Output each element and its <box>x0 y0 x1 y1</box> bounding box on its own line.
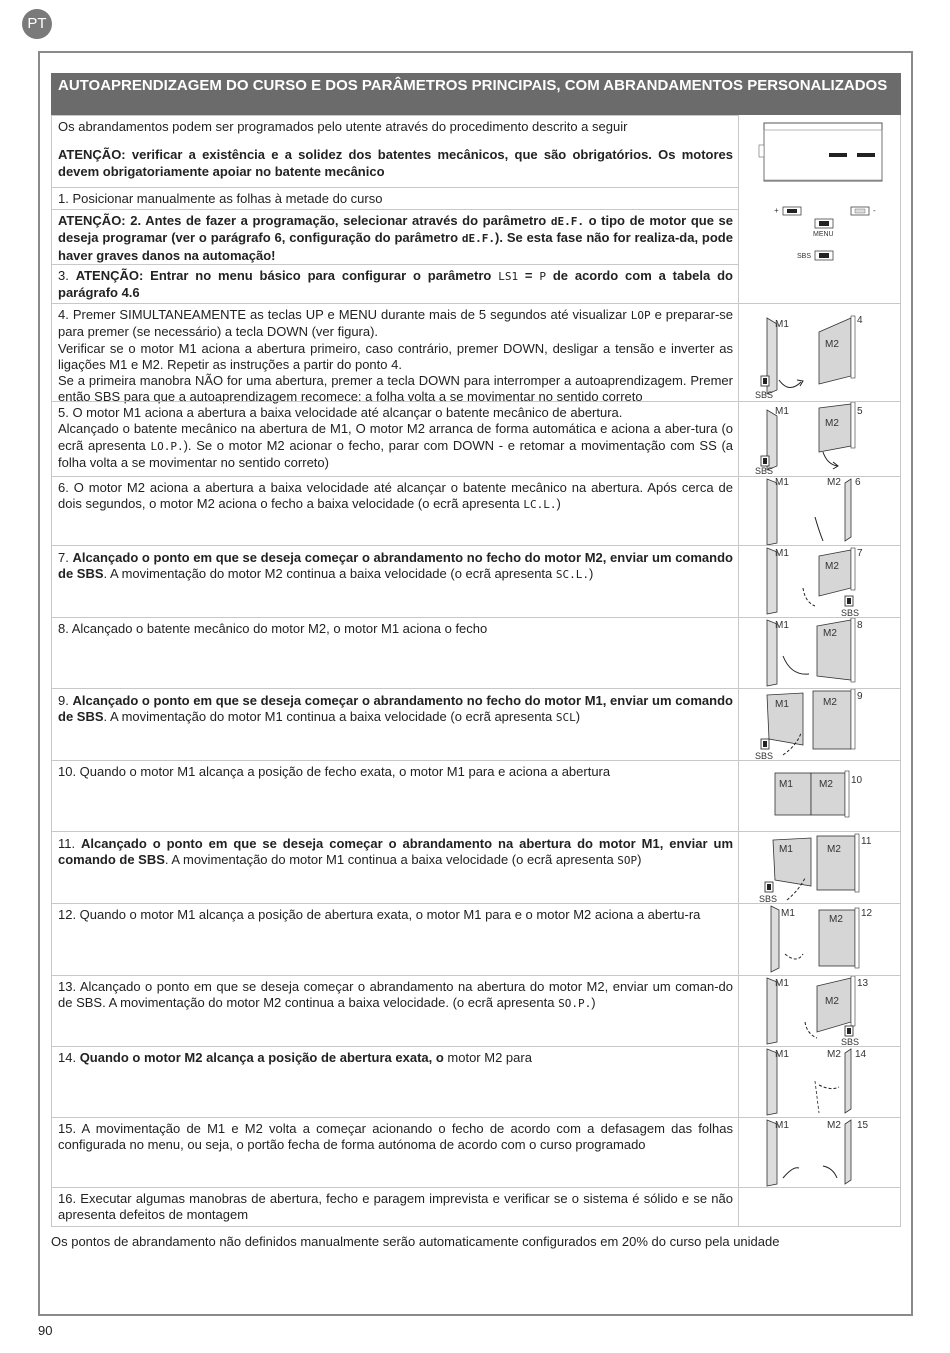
lcd-code: dE.F. <box>550 215 584 228</box>
leaf-m2 <box>845 1049 851 1113</box>
m1-label: M1 <box>775 477 789 488</box>
step-10 <box>51 760 739 831</box>
intro-text: Os abrandamentos podem ser programados pelo utente através do procedimento descrito a seguir <box>58 119 628 134</box>
step-14 <box>51 1046 739 1117</box>
arrow <box>779 380 801 388</box>
m2-label: M2 <box>827 477 841 488</box>
step-7-text-b: ) <box>589 566 594 582</box>
m2-label: M2 <box>827 1120 841 1131</box>
step-16 <box>51 1187 739 1227</box>
sbs-label: SBS <box>841 608 860 618</box>
figure-step-16 <box>739 1187 901 1227</box>
step-number-label: 4 <box>857 315 863 326</box>
lcd-code: SO.P. <box>558 997 592 1011</box>
sbs-label: SBS <box>755 466 774 476</box>
step-8 <box>51 617 739 688</box>
step-14-bold: Quando o motor M2 alcança a posição de abertura exata, o <box>79 1050 444 1065</box>
sbs-label: SBS <box>759 894 778 904</box>
m2-label: M2 <box>829 914 843 925</box>
step-5-text-c: ). Se o motor M2 acionar o fecho, parar com DOWN - e retomar a movimentação com SS (a folha volta a se movimentar no sentido correto) <box>58 437 734 470</box>
leaf-m2 <box>819 550 851 596</box>
leaf-m2 <box>819 318 851 384</box>
lcd-code: SC.L. <box>555 568 590 582</box>
step-4-text-b: e preparar-se para premer (se necessário) a tecla DOWN (ver figura). <box>58 307 734 340</box>
display-dash <box>829 153 847 157</box>
dashed-arrow <box>805 1022 817 1038</box>
lcd-code: dE.F. <box>461 232 496 246</box>
leaf-m1 <box>767 479 777 545</box>
figure-step-14 <box>739 1046 901 1117</box>
m1-label: M1 <box>775 620 789 631</box>
step-9-bold: Alcançado o ponto em que se deseja começar o abrandamento no fecho do motor M1, enviar um comando de SBS <box>58 693 733 725</box>
figure-step-8 <box>739 617 901 688</box>
control-panel-svg <box>739 115 901 303</box>
m2-label: M2 <box>825 339 839 350</box>
lcd-code: LC.L. <box>523 498 557 512</box>
figure-step-7 <box>739 545 901 617</box>
step-number-label: 9 <box>857 691 863 702</box>
leaf-m2 <box>845 479 851 541</box>
pillar <box>851 976 855 1026</box>
m1-label: M1 <box>779 844 793 855</box>
step-16-text: 16. Executar algumas manobras de abertura, fecho e paragem imprevista e verificar se o sistema é sólido e se não apresenta defeitos de montagem <box>58 1191 733 1223</box>
figures-column <box>738 115 901 1227</box>
step-number-label: 14 <box>855 1049 867 1060</box>
step-5-text-a: 5. O motor M1 aciona a abertura a baixa velocidade até alcançar o batente mecânico de abertura. <box>58 405 623 420</box>
page-number: 90 <box>38 1323 53 1338</box>
m1-label: M1 <box>775 699 789 710</box>
menu-key-fill <box>819 221 829 226</box>
step-4-text-a: 4. Premer SIMULTANEAMENTE as teclas UP e MENU durante mais de 5 segundos até visualizar <box>58 307 631 322</box>
m2-label: M2 <box>827 1049 841 1060</box>
step-10-text: 10. Quando o motor M1 alcança a posição de fecho exata, o motor M1 para e aciona a abertura <box>58 764 611 779</box>
display-tab <box>759 145 764 157</box>
figure-step-5 <box>739 401 901 476</box>
step-12 <box>51 903 739 975</box>
step-11-text-a: . A movimentação do motor M1 continua a baixa velocidade (o ecrã apresenta <box>164 852 618 868</box>
figure-step-13 <box>739 975 901 1046</box>
pillar <box>845 771 849 817</box>
figure-step-4 <box>739 303 901 401</box>
step-number-label: 12 <box>861 908 873 919</box>
step-6 <box>51 476 739 545</box>
m2-label: M2 <box>825 561 839 572</box>
intro-warning: ATENÇÃO: verificar a existência e a solidez dos batentes mecânicos, que são obrigatórios. Os motores devem obrigatoriamente apoiar no batente mecânico <box>58 147 733 179</box>
step-6-text-b: ) <box>556 496 561 512</box>
dashed-arrow <box>803 588 815 606</box>
section-title: AUTOAPRENDIZAGEM DO CURSO E DOS PARÂMETROS PRINCIPAIS, COM ABRANDAMENTOS PERSONALIZADOS <box>51 73 901 115</box>
m2-label: M2 <box>819 779 833 790</box>
intro-cell <box>51 115 739 187</box>
step-number-label: 8 <box>857 620 863 631</box>
plus-label: + <box>774 206 779 215</box>
pillar <box>855 834 859 892</box>
step-12-text: 12. Quando o motor M1 alcança a posição de abertura exata, o motor M1 para e o motor M2 aciona a abertu-ra <box>58 907 701 922</box>
pillar <box>851 548 855 590</box>
step-number-label: 6 <box>855 477 861 488</box>
step-11-num: 11. <box>58 836 82 851</box>
step-14-text-a: motor M2 para <box>443 1050 532 1065</box>
step-number-label: 5 <box>857 406 863 417</box>
up-key-fill <box>787 209 797 213</box>
arrow <box>815 517 823 541</box>
lcd-code: LS1 <box>498 270 519 283</box>
language-badge: PT <box>22 9 52 39</box>
pillar <box>851 689 855 749</box>
sbs-label: SBS <box>797 253 812 260</box>
step-14-num: 14. <box>58 1050 80 1065</box>
figure-step-9 <box>739 688 901 760</box>
step-7-text-a: . A movimentação do motor M2 continua a baixa velocidade (o ecrã apresenta <box>103 566 556 582</box>
figure-step-10 <box>739 760 901 831</box>
step-number-label: 11 <box>861 836 872 847</box>
m1-label: M1 <box>775 1049 789 1060</box>
lcd-code: LOP <box>630 309 651 322</box>
step-1-text: 1. Posicionar manualmente as folhas à metade do curso <box>58 191 383 206</box>
step-15-text: 15. A movimentação de M1 e M2 volta a começar acionando o fecho de acordo com a defasagem das folhas configurada no menu, ou seja, o portão fecha de forma autónoma de acordo com o curso programado <box>58 1121 733 1153</box>
pillar <box>851 402 855 448</box>
step-1 <box>51 187 739 209</box>
step-11 <box>51 831 739 903</box>
dashed-arrow <box>819 1085 839 1089</box>
leaf-m2 <box>845 1120 851 1184</box>
step-2-text-a: ATENÇÃO: 2. Antes de fazer a programação, selecionar através do parâmetro <box>58 213 551 228</box>
step-15 <box>51 1117 739 1187</box>
step-7-bold: Alcançado o ponto em que se deseja começar o abrandamento no fecho do motor M2, enviar um comando de SBS <box>58 550 733 582</box>
menu-label: MENU <box>813 231 834 238</box>
lcd-code: SCL <box>555 711 576 725</box>
figure-step-15 <box>739 1117 901 1187</box>
pillar <box>855 908 859 968</box>
sbs-label: SBS <box>755 390 774 400</box>
step-number-label: 7 <box>857 548 863 559</box>
step-13-text-b: ) <box>591 995 596 1011</box>
step-3-eq: = <box>518 268 540 283</box>
m1-label: M1 <box>775 978 789 989</box>
control-panel-figure <box>739 115 901 303</box>
figure-step-12 <box>739 903 901 975</box>
m2-label: M2 <box>827 844 841 855</box>
step-7-num: 7. <box>58 550 73 565</box>
m2-label: M2 <box>825 418 839 429</box>
arrow <box>783 656 809 674</box>
step-3-num: 3. <box>58 268 76 283</box>
m1-label: M1 <box>775 406 789 417</box>
step-number-label: 13 <box>857 978 869 989</box>
m2-label: M2 <box>823 697 837 708</box>
step-9-num: 9. <box>58 693 73 708</box>
step-6-text-a: 6. O motor M2 aciona a abertura a baixa velocidade até alcançar o batente mecânico na abertura. Após cerca de dois segundos, o motor M2 aciona o fecho a baixa velocidade (o ecrã apresenta <box>58 480 733 512</box>
sbs-label: SBS <box>755 751 774 761</box>
step-4-text-d: Se a primeira manobra NÃO for uma abertura, premer a tecla DOWN para interromper a autoaprendizagem. Premer então SBS para que a autoaprendizagem recomece: a folha volta a se movimentar no sentido correto <box>58 373 733 405</box>
m2-label: M2 <box>825 996 839 1007</box>
step-number-label: 15 <box>857 1120 869 1131</box>
step-number-label: 10 <box>851 775 863 786</box>
lcd-code: LO.P. <box>150 439 184 453</box>
display-frame <box>764 123 882 181</box>
dashed-arrow <box>815 1081 819 1113</box>
m1-label: M1 <box>775 319 789 330</box>
arrow <box>783 1168 799 1178</box>
footer-note: Os pontos de abrandamento não definidos manualmente serão automaticamente configurados em 20% do curso pela unidade <box>51 1234 780 1249</box>
display-dash <box>857 153 875 157</box>
step-11-text-b: ) <box>637 852 642 868</box>
step-9-text-b: ) <box>575 709 581 725</box>
step-5-text-b: Alcançado o batente mecânico na abertura de M1, O motor M2 arranca de forma automática e aciona a aber-tura (o ecrã apresenta <box>58 421 733 453</box>
step-11-bold: Alcançado o ponto em que se deseja começar o abrandamento na abertura do motor M1, enviar um comando de SBS <box>58 836 734 868</box>
leaf-m1 <box>771 906 779 972</box>
step-3-bold: ATENÇÃO: Entrar no menu básico para configurar o parâmetro <box>75 268 499 283</box>
step-9 <box>51 688 739 760</box>
sbs-key-fill <box>819 253 829 258</box>
dashed-arrow <box>785 954 803 959</box>
m1-label: M1 <box>781 908 795 919</box>
figure-step-6 <box>739 476 901 545</box>
step-7 <box>51 545 739 617</box>
step-3-bold-b: de acordo com a tabela do parágrafo 4.6 <box>58 268 733 301</box>
step-13 <box>51 975 739 1046</box>
m2-label: M2 <box>823 628 837 639</box>
step-2-text-c: ). Se esta fase não for realiza-da, pode haver graves danos na automação! <box>58 230 733 263</box>
step-8-text: 8. Alcançado o batente mecânico do motor M2, o motor M1 aciona o fecho <box>58 621 488 636</box>
pillar <box>851 618 855 682</box>
step-4 <box>51 303 739 405</box>
minus-label: - <box>873 206 876 215</box>
step-2 <box>51 209 739 264</box>
lcd-code: P <box>539 270 546 283</box>
step-4-text-c: Verificar se o motor M1 aciona a abertura primeiro, caso contrário, premer DOWN, desligar a tensão e inverter as ligações M1 e M2. Repetir as instruções a partir do ponto 4. <box>58 340 733 372</box>
step-13-text-a: 13. Alcançado o ponto em que se deseja começar o abrandamento na abertura do motor M2, enviar um coman-do de SBS. A movimentação do motor M2 continua a baixa velocidade. (o ecrã apresenta <box>58 979 733 1011</box>
step-3 <box>51 264 739 303</box>
step-9-text-a: . A movimentação do motor M1 continua a baixa velocidade (o ecrã apresenta <box>103 709 556 725</box>
step-5 <box>51 401 739 476</box>
figure-step-11 <box>739 831 901 903</box>
pillar <box>851 316 855 378</box>
sbs-label: SBS <box>841 1037 860 1047</box>
arrow <box>823 1166 837 1178</box>
lcd-code: SOP <box>617 854 638 868</box>
m1-label: M1 <box>775 1120 789 1131</box>
down-key-fill <box>855 209 865 213</box>
m1-label: M1 <box>779 779 793 790</box>
step-2-text-b: o tipo de motor que se deseja programar (ver o parágrafo 6, configuração do parâmetro <box>58 213 733 246</box>
m1-label: M1 <box>775 548 789 559</box>
